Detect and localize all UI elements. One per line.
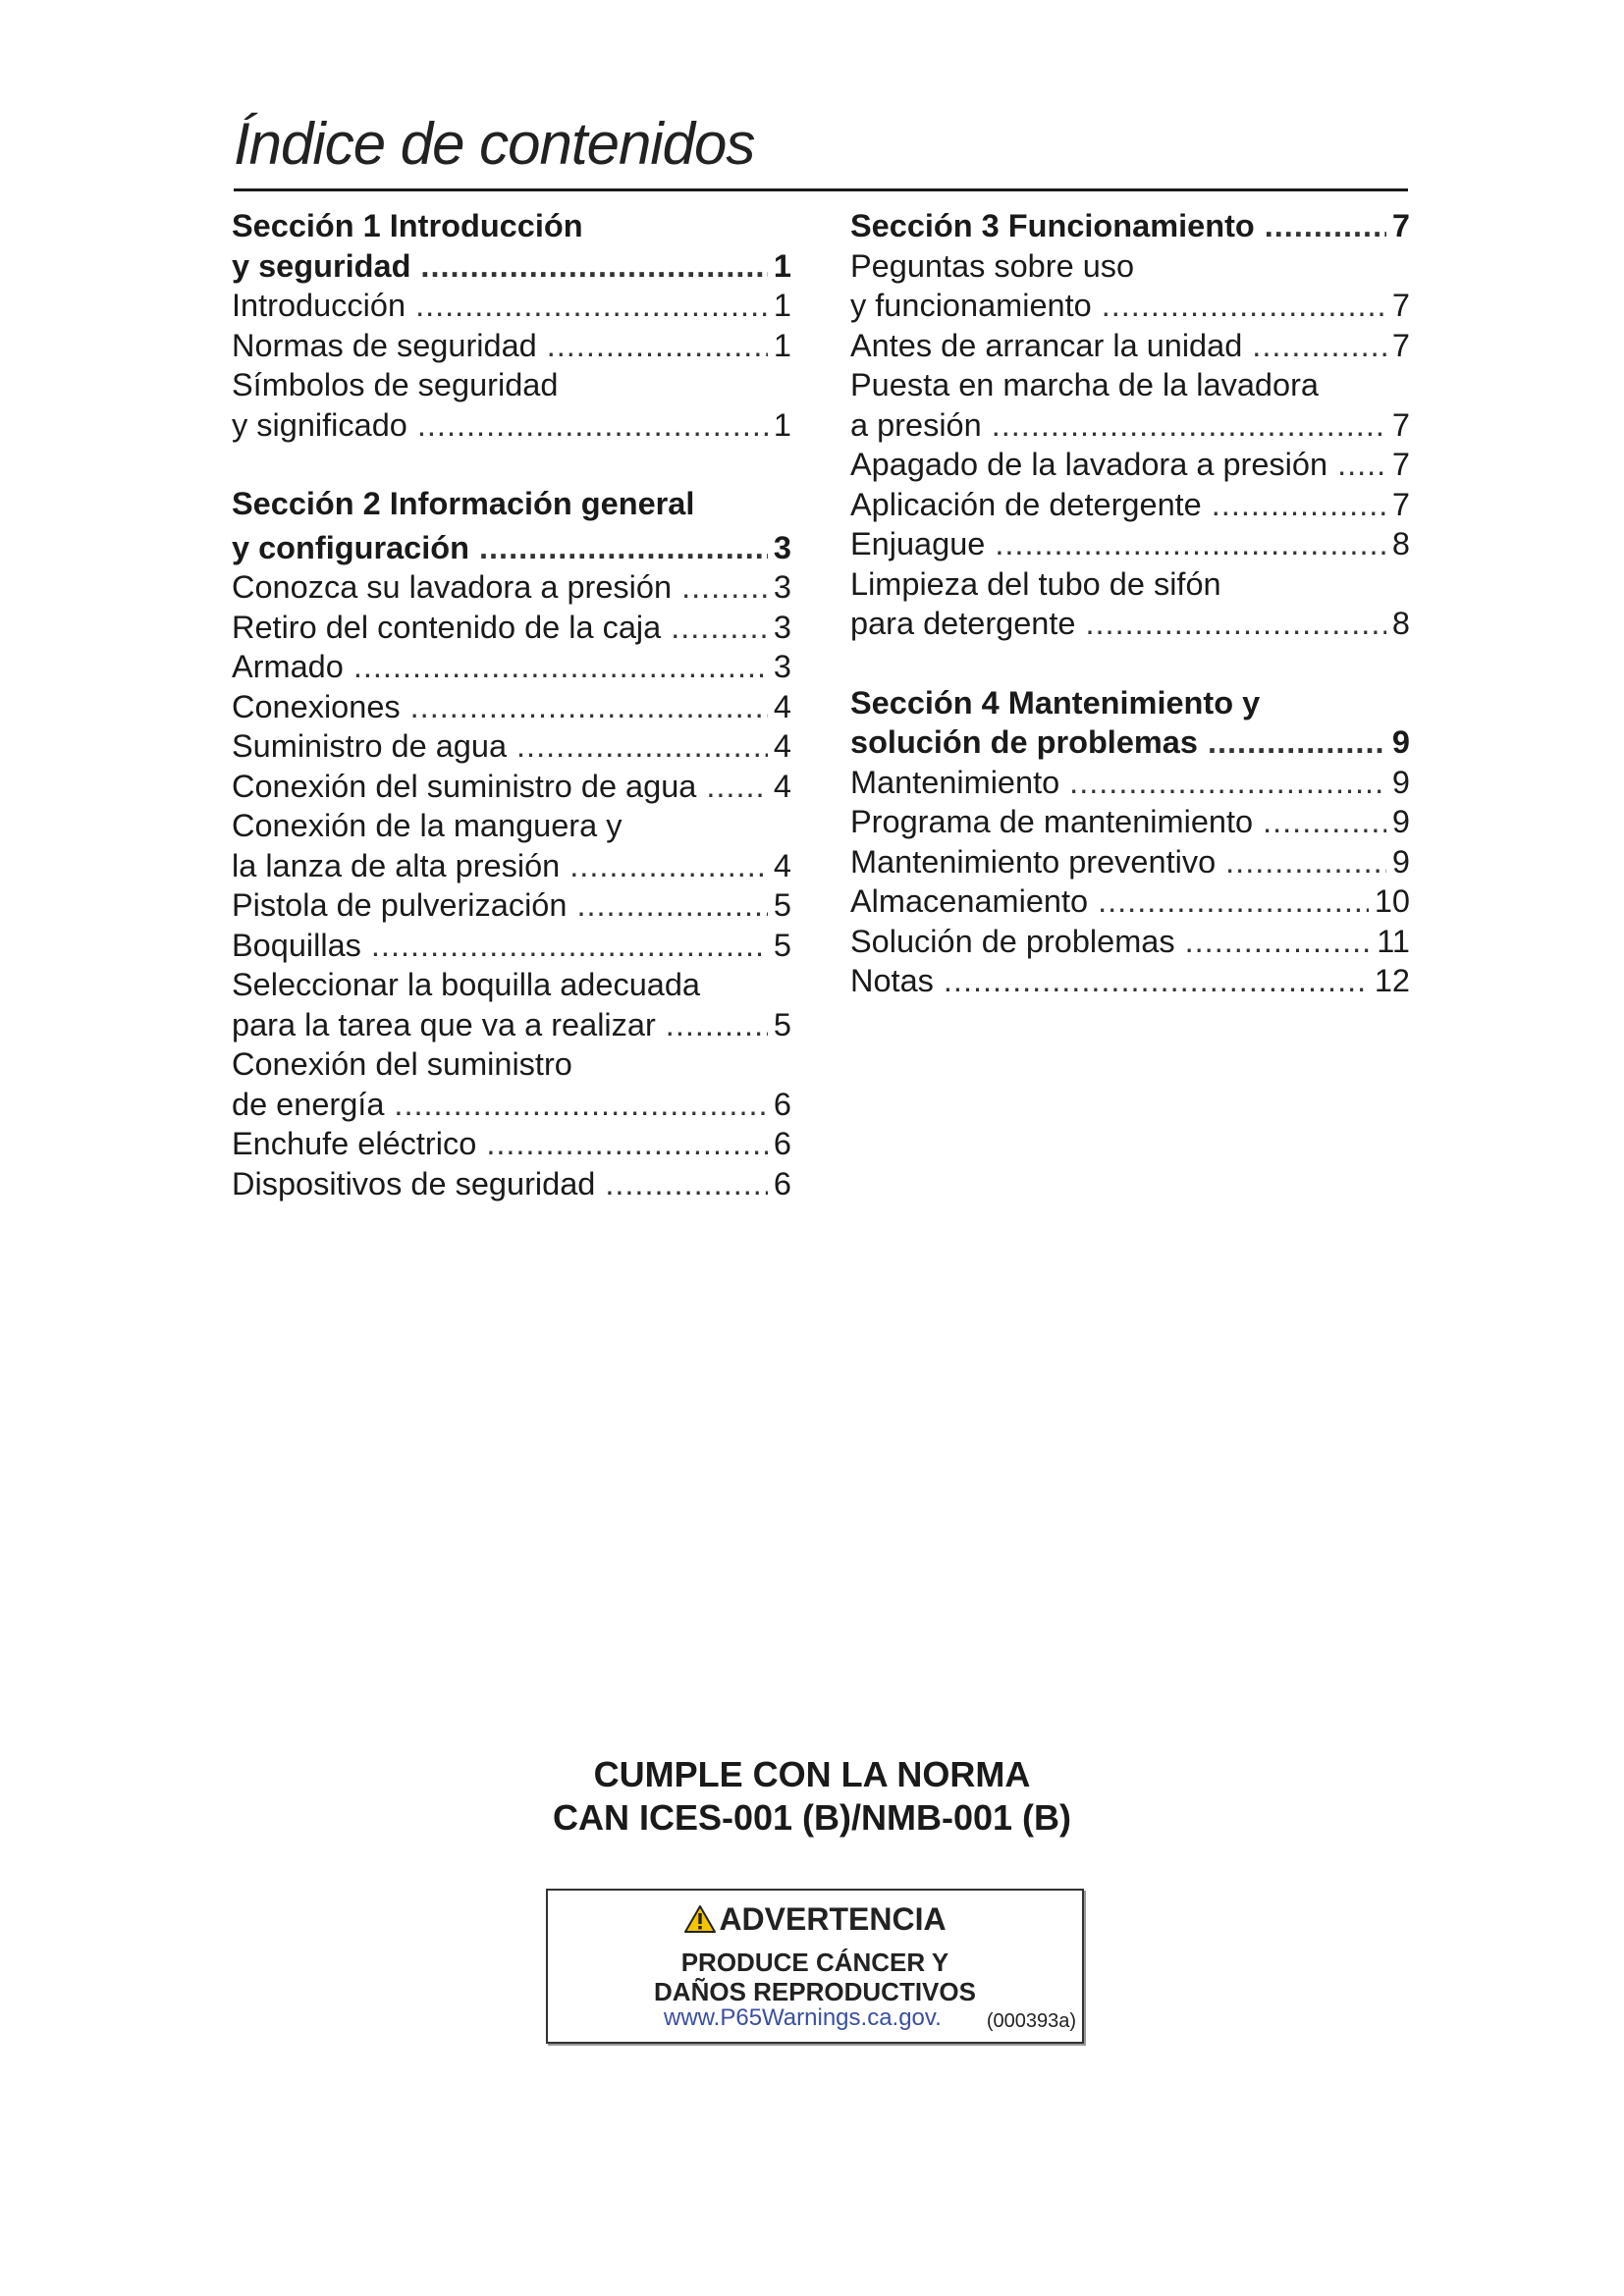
toc-text: Retiro del contenido de la caja: [232, 609, 662, 645]
leader-dots: [944, 961, 1369, 1001]
toc-text: Antes de arrancar la unidad: [850, 327, 1243, 363]
toc-item[interactable]: [850, 881, 1410, 922]
toc-text: Introducción: [232, 288, 406, 323]
leader-dots: [681, 567, 768, 608]
leader-dots: [420, 246, 768, 287]
toc-text: la lanza de alta presión: [232, 847, 561, 883]
toc-page: 9: [1391, 764, 1410, 800]
toc-page: 11: [1377, 923, 1410, 959]
toc-page: 5: [773, 927, 791, 963]
toc-item[interactable]: [232, 1044, 791, 1124]
toc-page: 1: [773, 247, 791, 284]
toc-page: 6: [773, 1086, 791, 1122]
toc-page: 9: [1391, 843, 1410, 880]
toc-left-column: [232, 206, 791, 1203]
toc-text: Solución de problemas: [850, 923, 1175, 959]
toc-text: y funcionamiento: [850, 288, 1092, 323]
toc-text: y significado: [232, 406, 407, 443]
leader-dots: [547, 326, 768, 366]
leader-dots: [353, 647, 768, 687]
leader-dots: [1212, 485, 1386, 525]
leader-dots: [1185, 922, 1372, 962]
toc-section-2[interactable]: [232, 484, 791, 567]
toc-section-1[interactable]: [232, 206, 791, 286]
toc-item[interactable]: [232, 726, 791, 767]
toc-page: 12: [1374, 963, 1410, 998]
toc-text: solución de problemas: [850, 724, 1198, 760]
leader-dots: [605, 1164, 768, 1204]
leader-dots: [1085, 604, 1385, 644]
toc-page: 9: [1391, 724, 1410, 760]
toc-text: y configuración: [232, 529, 469, 565]
leader-dots: [417, 405, 768, 446]
leader-dots: [410, 687, 768, 727]
toc-item[interactable]: [232, 687, 791, 727]
toc-section-3[interactable]: [850, 206, 1410, 246]
toc-item[interactable]: [232, 567, 791, 608]
toc-text: Armado: [232, 649, 344, 684]
toc-page: 7: [1391, 406, 1410, 443]
toc-page: 1: [773, 406, 791, 443]
page-title: Índice de contenidos: [234, 111, 755, 177]
toc-page: 10: [1374, 883, 1410, 919]
toc-text: Boquillas: [232, 927, 361, 963]
warning-heading-text: ADVERTENCIA: [719, 1901, 947, 1937]
toc-text: Peguntas sobre uso: [850, 247, 1135, 284]
toc-item[interactable]: [232, 806, 791, 885]
toc-page: 4: [773, 688, 791, 724]
toc-text: Almacenamiento: [850, 883, 1089, 919]
toc-item[interactable]: [850, 922, 1410, 962]
toc-text: Enjuague: [850, 526, 986, 561]
toc-item[interactable]: [850, 485, 1410, 525]
toc-page: 7: [1391, 288, 1410, 323]
leader-dots: [1252, 326, 1386, 366]
leader-dots: [1263, 802, 1386, 842]
compliance-line-1: CUMPLE CON LA NORMA: [593, 1754, 1031, 1794]
warning-triangle-icon: [683, 1904, 717, 1942]
leader-dots: [671, 608, 768, 648]
leader-dots: [706, 767, 768, 807]
compliance-statement: [0, 1753, 1624, 1840]
toc-item[interactable]: [232, 1124, 791, 1164]
toc-page: 6: [773, 1126, 791, 1161]
toc-item[interactable]: [232, 1164, 791, 1204]
toc-item[interactable]: [850, 524, 1410, 564]
toc-item[interactable]: [850, 842, 1410, 882]
leader-dots: [992, 405, 1386, 446]
toc-page: 3: [773, 569, 791, 605]
leader-dots: [1225, 842, 1386, 882]
toc-page: 1: [773, 288, 791, 323]
spacer: [232, 445, 791, 484]
toc-item[interactable]: [232, 647, 791, 687]
toc-text: Pistola de pulverización: [232, 887, 568, 923]
toc-page: 1: [773, 327, 791, 363]
leader-dots: [1069, 763, 1386, 803]
toc-item[interactable]: [232, 965, 791, 1044]
toc-page: 3: [773, 609, 791, 645]
toc-item[interactable]: [232, 608, 791, 648]
toc-item[interactable]: [232, 885, 791, 926]
toc-right-column: [850, 206, 1410, 1001]
toc-text: Conexión del suministro de agua: [232, 768, 697, 804]
leader-dots: [995, 524, 1386, 564]
toc-page: 8: [1391, 526, 1410, 561]
toc-text: Notas: [850, 963, 934, 998]
toc-text: Sección 3 Funcionamiento: [850, 208, 1255, 243]
toc-text: Sección 2 Información general: [232, 486, 695, 521]
toc-page: 6: [773, 1165, 791, 1201]
leader-dots: [1102, 286, 1386, 326]
leader-dots: [576, 885, 767, 926]
leader-dots: [394, 1085, 768, 1125]
toc-item[interactable]: [232, 926, 791, 966]
toc-text: y seguridad: [232, 247, 411, 284]
toc-item[interactable]: [850, 246, 1410, 326]
leader-dots: [479, 528, 768, 568]
toc-item[interactable]: [850, 445, 1410, 485]
leader-dots: [1098, 881, 1369, 922]
toc-text: Mantenimiento preventivo: [850, 843, 1217, 880]
toc-text: Seleccionar la boquilla adecuada: [232, 967, 701, 1002]
leader-dots: [1208, 722, 1386, 763]
warning-code: (000393a): [986, 2010, 1076, 2032]
leader-dots: [1337, 445, 1386, 485]
toc-item[interactable]: [232, 326, 791, 366]
leader-dots: [516, 726, 768, 767]
toc-text: Limpieza del tubo de sifón: [850, 565, 1221, 602]
toc-item[interactable]: [850, 802, 1410, 842]
toc-text: para la tarea que va a realizar: [232, 1006, 656, 1042]
leader-dots: [1265, 206, 1386, 246]
toc-text: Mantenimiento: [850, 764, 1060, 800]
toc-text: Puesta en marcha de la lavadora: [850, 367, 1319, 402]
toc-text: Programa de mantenimiento: [850, 804, 1254, 839]
toc-page: 8: [1391, 606, 1410, 641]
toc-text: Conozca su lavadora a presión: [232, 569, 673, 605]
warning-heading: [548, 1900, 1082, 1942]
warning-box: [546, 1889, 1084, 2044]
toc-text: Enchufe eléctrico: [232, 1126, 477, 1161]
toc-text: Sección 1 Introducción: [232, 208, 583, 243]
spacer: [850, 644, 1410, 683]
leader-dots: [415, 286, 768, 326]
toc-page: 7: [1391, 447, 1410, 482]
toc-text: Conexiones: [232, 688, 401, 724]
toc-page: 3: [773, 649, 791, 684]
toc-text: Sección 4 Mantenimiento y: [850, 684, 1261, 721]
toc-item[interactable]: [850, 564, 1410, 644]
toc-page: 3: [773, 529, 791, 565]
toc-text: Símbolos de seguridad: [232, 367, 559, 402]
toc-text: de energía: [232, 1086, 385, 1122]
toc-text: Conexión del suministro: [232, 1046, 572, 1082]
toc-text: Dispositivos de seguridad: [232, 1165, 596, 1201]
toc-text: para detergente: [850, 606, 1076, 641]
title-rule: [234, 188, 1408, 191]
warning-url-link[interactable]: www.P65Warnings.ca.gov.: [664, 2004, 942, 2031]
toc-item[interactable]: [850, 763, 1410, 803]
toc-page: 7: [1391, 327, 1410, 363]
leader-dots: [371, 926, 768, 966]
toc-text: Suministro de agua: [232, 728, 508, 764]
toc-page: 4: [773, 768, 791, 804]
warning-line-2: DAÑOS REPRODUCTIVOS: [654, 1977, 976, 2006]
compliance-line-2: CAN ICES-001 (B)/NMB-001 (B): [552, 1797, 1072, 1838]
toc-page: 4: [773, 847, 791, 883]
toc-item[interactable]: [232, 286, 791, 326]
toc-text: Aplicación de detergente: [850, 486, 1202, 522]
toc-item[interactable]: [232, 767, 791, 807]
leader-dots: [569, 846, 768, 886]
toc-page: 5: [773, 887, 791, 923]
toc-text: Conexión de la manguera y: [232, 808, 623, 843]
toc-page: 5: [773, 1006, 791, 1042]
toc-item[interactable]: [850, 326, 1410, 366]
toc-item[interactable]: [232, 365, 791, 445]
toc-item[interactable]: [850, 365, 1410, 445]
toc-text: Normas de seguridad: [232, 327, 537, 363]
toc-text: Apagado de la lavadora a presión: [850, 447, 1328, 482]
leader-dots: [666, 1005, 768, 1045]
toc-section-4[interactable]: [850, 683, 1410, 763]
warning-line-1: PRODUCE CÁNCER Y: [680, 1948, 949, 1977]
leader-dots: [486, 1124, 768, 1164]
toc-page: 9: [1391, 804, 1410, 839]
toc-page: 4: [773, 728, 791, 764]
toc-text: a presión: [850, 406, 982, 443]
toc-page: 7: [1391, 486, 1410, 522]
toc-item[interactable]: [850, 961, 1410, 1001]
toc-page: 7: [1391, 208, 1410, 243]
